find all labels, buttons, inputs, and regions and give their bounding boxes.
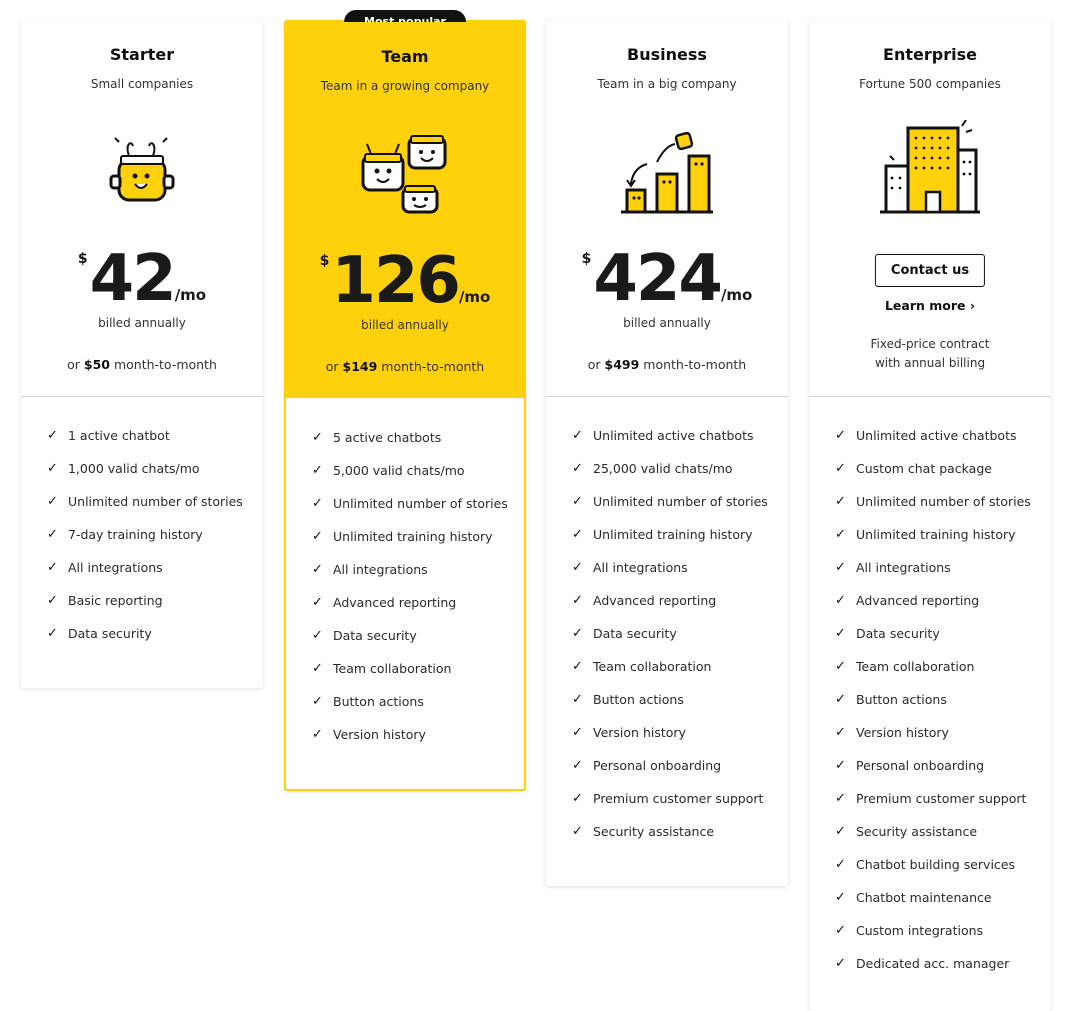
growth-bars-illustration [617,128,717,214]
feature-item: ✓ Version history [312,727,426,742]
price-period: /mo [174,286,207,304]
check-icon: ✓ [47,626,58,641]
plan-name: Enterprise [883,45,977,64]
feature-item: ✓ Data security [312,628,417,643]
price [286,244,524,318]
check-icon: ✓ [312,463,323,478]
buildings-illustration [878,120,982,214]
feature-item: ✓ Button actions [572,692,684,707]
feature-item: ✓ Team collaboration [572,659,712,674]
feature-item: ✓ Unlimited active chatbots [835,428,1017,443]
feature-item: ✓ Button actions [312,694,424,709]
feature-item: ✓ Version history [572,725,686,740]
feature-item: ✓ Button actions [835,692,947,707]
feature-item: ✓ Personal onboarding [572,758,722,773]
price-period: /mo [720,286,753,304]
feature-item: ✓ 7-day training history [47,527,203,542]
check-icon: ✓ [572,659,583,674]
feature-item: ✓ Version history [835,725,949,740]
price-amount: 42 [89,242,175,316]
check-icon: ✓ [572,758,583,773]
feature-item: ✓ Unlimited training history [835,527,1016,542]
feature-list [312,430,518,760]
plan-subtitle: Team in a big company [597,77,737,91]
feature-item: ✓ Premium customer support [572,791,764,806]
feature-item: ✓ All integrations [835,560,951,575]
feature-item: ✓ 25,000 valid chats/mo [572,461,733,476]
feature-item: ✓ All integrations [572,560,688,575]
check-icon: ✓ [572,560,583,575]
plan-card-starter [21,20,263,688]
check-icon: ✓ [312,727,323,742]
check-icon: ✓ [312,562,323,577]
check-icon: ✓ [835,626,846,641]
plan-name: Business [627,45,707,64]
check-icon: ✓ [572,791,583,806]
check-icon: ✓ [835,659,846,674]
price-currency: $ [319,253,330,269]
check-icon: ✓ [47,527,58,542]
feature-item: ✓ Unlimited training history [572,527,753,542]
feature-item: ✓ Custom integrations [835,923,984,938]
check-icon: ✓ [835,725,846,740]
check-icon: ✓ [835,461,846,476]
feature-list [572,428,782,857]
check-icon: ✓ [312,628,323,643]
divider [21,396,263,397]
plan-card-team [284,20,526,791]
feature-item: ✓ Premium customer support [835,791,1027,806]
check-icon: ✓ [835,857,846,872]
feature-item: ✓ Dedicated acc. manager [835,956,1010,971]
check-icon: ✓ [312,430,323,445]
contact-us-button[interactable]: Contact us [875,254,985,287]
plan-header [286,22,524,398]
price [21,242,263,316]
feature-item: ✓ Unlimited training history [312,529,493,544]
feature-item: ✓ 5,000 valid chats/mo [312,463,465,478]
check-icon: ✓ [572,824,583,839]
divider [546,396,788,397]
feature-item: ✓ All integrations [312,562,428,577]
feature-item: ✓ Team collaboration [312,661,452,676]
check-icon: ✓ [312,595,323,610]
billing-note: billed annually [623,316,711,330]
plan-name: Starter [109,45,175,64]
feature-item: ✓ 5 active chatbots [312,430,442,445]
check-icon: ✓ [572,626,583,641]
robot-illustration [97,132,187,208]
plan-header [21,20,263,396]
price-period: /mo [458,288,491,306]
check-icon: ✓ [835,527,846,542]
price [546,242,788,316]
feature-item: ✓ Advanced reporting [312,595,457,610]
feature-item: ✓ Custom chat package [835,461,992,476]
check-icon: ✓ [47,593,58,608]
check-icon: ✓ [572,692,583,707]
price-currency: $ [581,251,592,267]
feature-list [835,428,1045,989]
billing-note: billed annually [361,318,449,332]
feature-item: ✓ Data security [835,626,940,641]
plan-subtitle: Team in a growing company [320,79,490,93]
check-icon: ✓ [572,593,583,608]
feature-item: ✓ Unlimited number of stories [572,494,768,509]
check-icon: ✓ [835,428,846,443]
monthly-price-note: or $50 month-to-month [67,357,217,372]
feature-item: ✓ All integrations [47,560,163,575]
check-icon: ✓ [572,461,583,476]
check-icon: ✓ [47,494,58,509]
plan-card-enterprise [809,20,1051,1011]
check-icon: ✓ [572,725,583,740]
plan-name: Team [381,47,429,66]
feature-list [47,428,257,659]
check-icon: ✓ [835,890,846,905]
check-icon: ✓ [835,560,846,575]
check-icon: ✓ [312,694,323,709]
check-icon: ✓ [835,692,846,707]
feature-item: ✓ Advanced reporting [835,593,980,608]
plan-header [546,20,788,396]
feature-item: ✓ Data security [572,626,677,641]
price-amount: 424 [593,242,721,316]
check-icon: ✓ [835,956,846,971]
check-icon: ✓ [835,824,846,839]
learn-more-link[interactable]: Learn more › [884,298,976,313]
billing-note: billed annually [98,316,186,330]
check-icon: ✓ [47,461,58,476]
feature-item: ✓ Team collaboration [835,659,975,674]
price-currency: $ [77,251,88,267]
feature-item: ✓ Advanced reporting [572,593,717,608]
check-icon: ✓ [312,496,323,511]
feature-item: ✓ Security assistance [572,824,715,839]
feature-item: ✓ Chatbot building services [835,857,1015,872]
plan-subtitle: Fortune 500 companies [859,77,1001,91]
check-icon: ✓ [47,428,58,443]
contract-note: Fixed-price contract with annual billing [870,337,990,370]
feature-item: ✓ 1,000 valid chats/mo [47,461,200,476]
price-amount: 126 [331,244,459,318]
check-icon: ✓ [835,593,846,608]
check-icon: ✓ [835,758,846,773]
monthly-price-note: or $149 month-to-month [325,359,485,374]
check-icon: ✓ [835,923,846,938]
feature-item: ✓ Personal onboarding [835,758,985,773]
check-icon: ✓ [572,527,583,542]
check-icon: ✓ [312,661,323,676]
plan-subtitle: Small companies [90,77,194,91]
feature-item: ✓ Data security [47,626,152,641]
divider [809,396,1051,397]
check-icon: ✓ [835,494,846,509]
check-icon: ✓ [47,560,58,575]
feature-item: ✓ Basic reporting [47,593,163,608]
feature-item: ✓ Security assistance [835,824,978,839]
plan-card-business [546,20,788,886]
feature-item: ✓ Chatbot maintenance [835,890,992,905]
feature-item: ✓ Unlimited number of stories [835,494,1031,509]
check-icon: ✓ [572,494,583,509]
check-icon: ✓ [572,428,583,443]
check-icon: ✓ [835,791,846,806]
feature-item: ✓ 1 active chatbot [47,428,170,443]
feature-item: ✓ Unlimited active chatbots [572,428,754,443]
monthly-price-note: or $499 month-to-month [587,357,747,372]
plan-header [809,20,1051,396]
feature-item: ✓ Unlimited number of stories [47,494,243,509]
robots-group-illustration [353,126,457,218]
feature-item: ✓ Unlimited number of stories [312,496,508,511]
check-icon: ✓ [312,529,323,544]
